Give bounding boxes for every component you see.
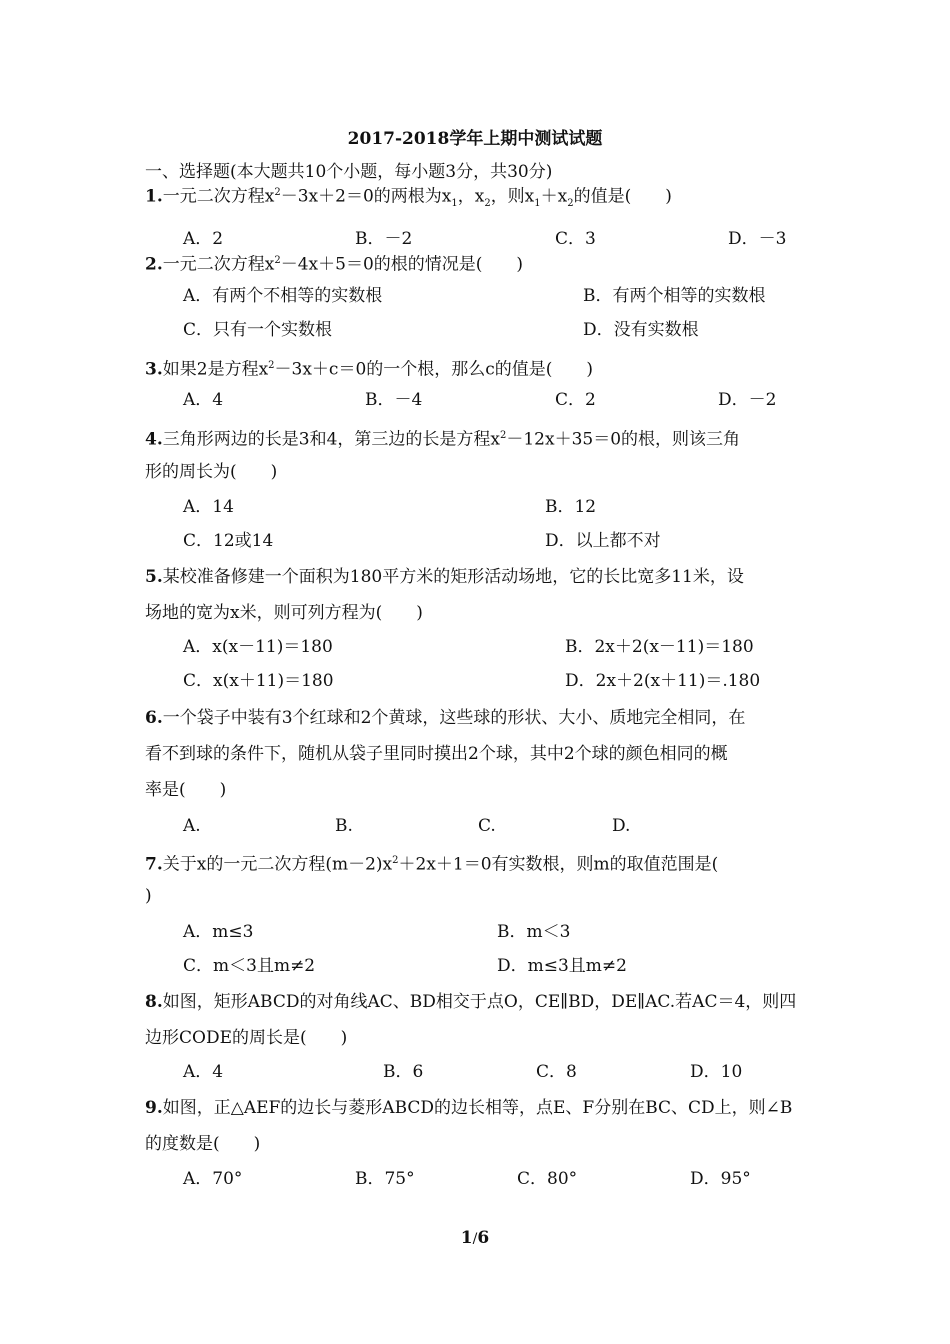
question-6-option-d: D. (612, 816, 631, 836)
question-1-option-a: A．2 (183, 229, 224, 249)
question-8-option-d: D．10 (690, 1062, 743, 1082)
question-6-option-c: C. (478, 816, 496, 836)
question-9-option-c: C．80° (517, 1169, 578, 1189)
question-number: 9. (145, 1098, 163, 1118)
question-4-option-c: C．12或14 (183, 531, 274, 551)
superscript: 2 (268, 360, 275, 371)
question-3-option-a: A．4 (183, 390, 224, 410)
question-number: 8. (145, 992, 163, 1012)
subscript: 1 (451, 198, 458, 210)
question-6-line-3 (145, 778, 815, 802)
question-4-option-a: A．14 (183, 497, 234, 517)
question-5-option-c: C．x(x＋11)＝180 (183, 671, 334, 691)
question-9-line-2 (145, 1132, 815, 1156)
question-text: 的度数是( ) (145, 1134, 261, 1154)
question-text: 如果2是方程x (162, 359, 269, 380)
question-5-option-b: B．2x＋2(x－11)＝180 (565, 637, 754, 657)
question-text: 如图，正△AEF的边长与菱形ABCD的边长相等，点E、F分别在BC、CD上，则∠B (162, 1098, 793, 1118)
question-4-option-d: D．以上都不对 (545, 531, 661, 551)
question-text: 的值是( ) (573, 186, 672, 207)
question-text: 关于x的一元二次方程(m－2)x (162, 854, 393, 875)
question-9-option-b: B．75° (355, 1169, 415, 1189)
subscript: 2 (567, 198, 574, 210)
question-2-option-d: D．没有实数根 (583, 320, 699, 340)
question-number: 3. (145, 359, 163, 380)
question-5-option-a: A．x(x－11)＝180 (183, 637, 333, 657)
question-3-line-1 (145, 354, 815, 382)
question-text: ) (145, 886, 152, 906)
question-8-option-b: B．6 (383, 1062, 424, 1082)
question-6-option-b: B. (335, 816, 353, 836)
question-number: 6. (145, 708, 163, 728)
question-6-line-2 (145, 742, 815, 766)
question-8-option-c: C．8 (536, 1062, 577, 1082)
question-3-option-c: C．2 (555, 390, 596, 410)
question-3-option-b: B．－4 (365, 390, 423, 410)
question-1-line-1 (145, 181, 815, 216)
question-text: 一个袋子中装有3个红球和2个黄球，这些球的形状、大小、质地完全相同，在 (162, 708, 746, 728)
question-1-option-b: B．－2 (355, 229, 413, 249)
question-1-option-c: C．3 (555, 229, 596, 249)
question-number: 1. (145, 186, 163, 207)
question-5-option-d: D．2x＋2(x＋11)＝.180 (565, 671, 761, 691)
question-text: ，则x (490, 186, 535, 207)
page-title: 2017-2018学年上期中测试试题 (347, 129, 603, 149)
page-separator: / (472, 1231, 478, 1247)
question-text: 边形CODE的周长是( ) (145, 1028, 348, 1048)
current-page: 1 (460, 1228, 473, 1248)
section-heading: 一、选择题(本大题共10个小题，每小题3分，共30分) (145, 162, 553, 182)
question-6-option-a: A. (183, 816, 201, 836)
question-2-option-a: A．有两个不相等的实数根 (183, 286, 383, 306)
question-text: －3x＋c＝0的一个根，那么c的值是( ) (274, 359, 594, 380)
question-2-line-1 (145, 249, 815, 277)
question-6-line-1 (145, 706, 815, 730)
question-7-option-d: D．m≤3且m≠2 (497, 956, 627, 976)
subscript: 2 (484, 198, 491, 210)
question-text: 三角形两边的长是3和4，第三边的长是方程x (162, 429, 500, 450)
total-pages: 6 (477, 1228, 490, 1248)
question-7-line-1 (145, 849, 815, 877)
question-2-option-b: B．有两个相等的实数根 (583, 286, 766, 306)
question-number: 2. (145, 254, 163, 275)
question-text: 如图，矩形ABCD的对角线AC、BD相交于点O，CE∥BD，DE∥AC.若AC＝4，则四 (162, 992, 797, 1012)
question-text: 场地的宽为x米，则可列方程为( ) (145, 603, 423, 623)
question-text: ＋x (540, 186, 568, 207)
question-text: 看不到球的条件下，随机从袋子里同时摸出2个球，其中2个球的颜色相同的概 (145, 744, 728, 764)
question-7-option-c: C．m＜3且m≠2 (183, 956, 316, 976)
question-5-line-2 (145, 601, 815, 625)
question-3-option-d: D．－2 (718, 390, 777, 410)
question-text: ＋2x＋1＝0有实数根，则m的取值范围是( (398, 854, 719, 875)
question-8-option-a: A．4 (183, 1062, 224, 1082)
question-8-line-2 (145, 1026, 815, 1050)
superscript: 2 (499, 430, 507, 441)
question-5-line-1 (145, 565, 815, 589)
question-1-option-d: D．－3 (728, 229, 787, 249)
question-text: 一元二次方程x (162, 186, 275, 207)
question-text: －4x＋5＝0的根的情况是( ) (280, 254, 524, 275)
question-text: 某校准备修建一个面积为180平方米的矩形活动场地，它的长比宽多11米，设 (162, 567, 744, 587)
superscript: 2 (392, 855, 399, 866)
question-9-line-1 (145, 1096, 815, 1120)
question-text: 形的周长为( ) (145, 462, 278, 482)
question-4-option-b: B．12 (545, 497, 597, 517)
question-4-line-2 (145, 460, 815, 484)
question-4-line-1 (145, 424, 815, 452)
question-text: 一元二次方程x (162, 254, 275, 275)
question-9-option-d: D．95° (690, 1169, 751, 1189)
question-9-option-a: A．70° (183, 1169, 243, 1189)
question-number: 5. (145, 567, 163, 587)
question-number: 7. (145, 854, 163, 875)
question-text: 率是( ) (145, 780, 227, 800)
question-2-option-c: C．只有一个实数根 (183, 320, 333, 340)
question-8-line-1 (145, 990, 815, 1014)
question-7-option-a: A．m≤3 (183, 922, 254, 942)
question-7-line-2 (145, 884, 815, 908)
question-7-option-b: B．m＜3 (497, 922, 571, 942)
superscript: 2 (274, 255, 281, 266)
question-text: ，x (457, 186, 485, 207)
question-text: －12x＋35＝0的根，则该三角 (506, 429, 741, 450)
page-number (0, 1228, 950, 1248)
question-number: 4. (145, 429, 163, 450)
superscript: 2 (274, 187, 281, 198)
question-text: －3x＋2＝0的两根为x (280, 186, 452, 207)
subscript: 1 (534, 198, 541, 210)
